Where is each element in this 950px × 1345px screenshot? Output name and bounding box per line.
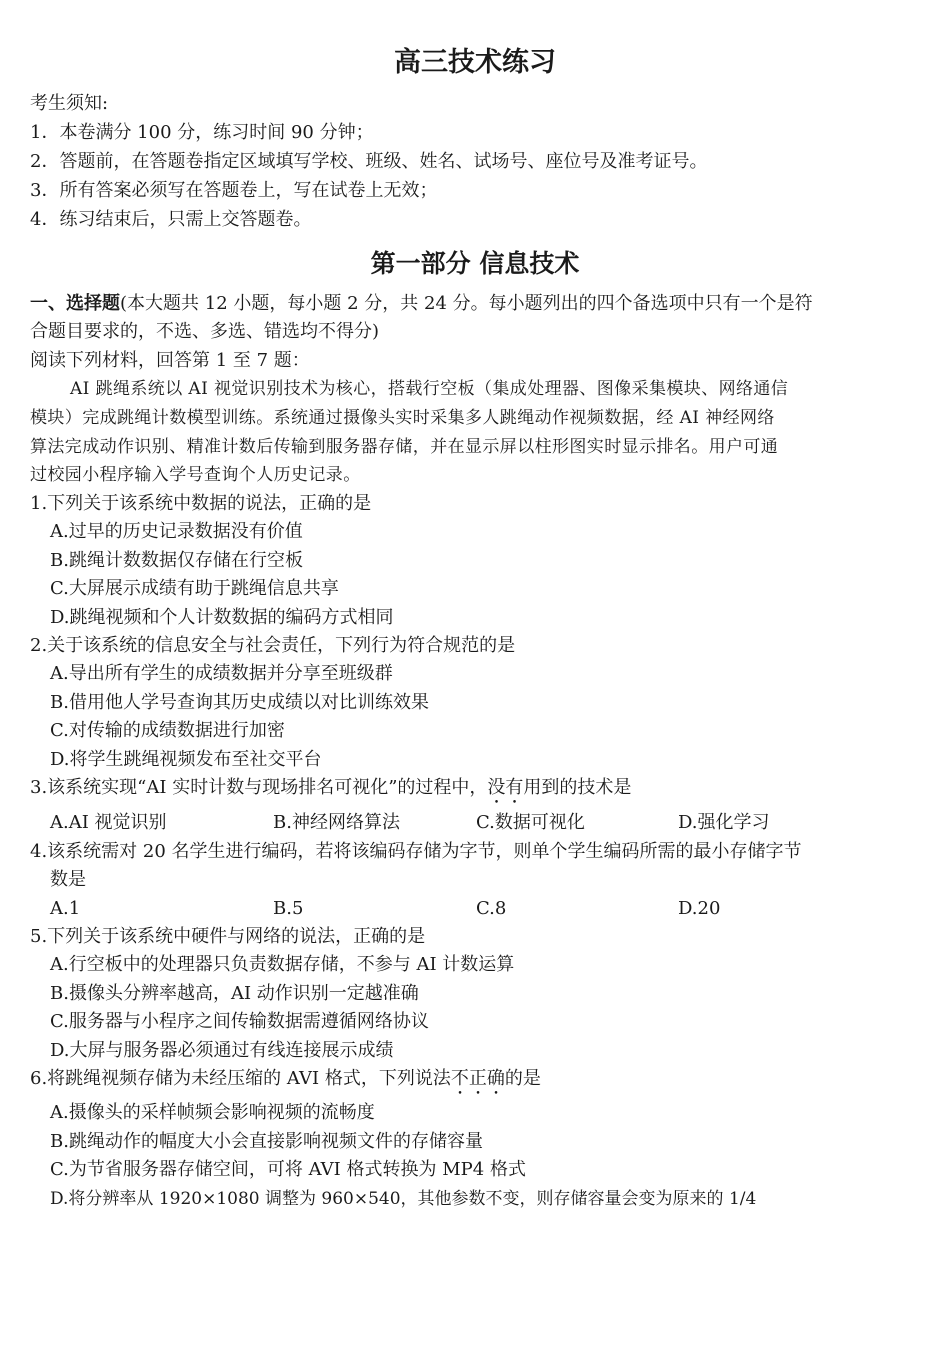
part-heading <box>30 292 813 316</box>
passage-line: 算法完成动作识别、精准计数后传输到服务器存储，并在显示屏以柱形图实时显示排名。用户可通 <box>30 437 779 457</box>
question-stem: 5.下列关于该系统中硬件与网络的说法，正确的是 <box>30 926 426 947</box>
passage-line: 过校园小程序输入学号查询个人历史记录。 <box>30 465 361 485</box>
question-option: A.摄像头的采样帧频会影响视频的流畅度 <box>50 1102 375 1123</box>
question-option: B.跳绳动作的幅度大小会直接影响视频文件的存储容量 <box>50 1131 483 1152</box>
notice-item: 1．本卷满分 100 分，练习时间 90 分钟； <box>30 122 374 143</box>
question-option: C.大屏展示成绩有助于跳绳信息共享 <box>50 578 339 599</box>
question-option: A.1 <box>50 898 81 919</box>
question-option: B.借用他人学号查询其历史成绩以对比训练效果 <box>50 692 429 713</box>
question-option: B.5 <box>273 898 304 919</box>
question-stem: 4.该系统需对 20 名学生进行编码，若将该编码存储为字节，则单个学生编码所需的最小存储字节 <box>30 841 802 862</box>
question-option: B.摄像头分辨率越高，AI 动作识别一定越准确 <box>50 983 419 1004</box>
section-title: 第一部分 信息技术 <box>370 249 580 278</box>
part-heading-bold: 一、选择题 <box>30 293 120 314</box>
question-stem-line2: 数是 <box>50 869 86 890</box>
notice-item: 2．答题前，在答题卷指定区域填写学校、班级、姓名、试场号、座位号及准考证号。 <box>30 151 708 172</box>
passage-line: 模块）完成跳绳计数模型训练。系统通过摄像头实时采集多人跳绳动作视频数据，经 AI 神经网络 <box>30 408 775 428</box>
question-stem <box>30 1067 541 1099</box>
question-option: A.过早的历史记录数据没有价值 <box>50 521 303 542</box>
question-option: A.行空板中的处理器只负责数据存储，不参与 AI 计数运算 <box>50 954 515 975</box>
question-option: D.将学生跳绳视频发布至社交平台 <box>50 749 322 770</box>
question-stem-text: 6.将跳绳视频存储为未经压缩的 AVI 格式，下列说法 <box>30 1068 451 1089</box>
part-heading-rest: (本大题共 12 小题，每小题 2 分，共 24 分。每小题列出的四个备选项中只有一个是符 <box>120 293 813 314</box>
passage-line: AI 跳绳系统以 AI 视觉识别技术为核心，搭载行空板（集成处理器、图像采集模块、网络通信 <box>70 379 789 399</box>
question-option: D.20 <box>678 898 721 919</box>
question-stem-text: 3.该系统实现“AI 实时计数与现场排名可视化”的过程中， <box>30 777 488 798</box>
page-title: 高三技术练习 <box>394 47 556 78</box>
part-heading-line2: 合题目要求的，不选、多选、错选均不得分) <box>30 321 380 342</box>
question-stem: 1.下列关于该系统中数据的说法，正确的是 <box>30 493 372 514</box>
question-option: D.大屏与服务器必须通过有线连接展示成绩 <box>50 1040 394 1061</box>
notice-item: 3．所有答案必须写在答题卷上，写在试卷上无效； <box>30 180 438 201</box>
notice-item: 4．练习结束后，只需上交答题卷。 <box>30 209 312 230</box>
question-stem-text: 用到的技术是 <box>523 777 632 798</box>
question-option: B.跳绳计数数据仅存储在行空板 <box>50 550 303 571</box>
emphasis-text: 没有 <box>487 777 524 798</box>
emphasis-text: 不正确 <box>450 1068 505 1089</box>
question-stem-text: 的是 <box>504 1068 541 1089</box>
question-option: A.导出所有学生的成绩数据并分享至班级群 <box>50 663 393 684</box>
question-option: D.将分辨率从 1920×1080 调整为 960×540，其他参数不变，则存储容量会变为原来的 1/4 <box>50 1189 757 1209</box>
question-stem <box>30 776 631 808</box>
question-option: D.跳绳视频和个人计数数据的编码方式相同 <box>50 607 394 628</box>
question-option: C.对传输的成绩数据进行加密 <box>50 720 285 741</box>
read-instruction: 阅读下列材料，回答第 1 至 7 题： <box>30 350 310 371</box>
question-option: D.强化学习 <box>678 812 770 833</box>
question-stem: 2.关于该系统的信息安全与社会责任，下列行为符合规范的是 <box>30 635 516 656</box>
question-option: C.服务器与小程序之间传输数据需遵循网络协议 <box>50 1011 429 1032</box>
question-option: C.8 <box>476 898 507 919</box>
notice-heading: 考生须知: <box>30 93 109 114</box>
question-option: B.神经网络算法 <box>273 812 400 833</box>
question-option: C.数据可视化 <box>476 812 585 833</box>
question-option: A.AI 视觉识别 <box>50 812 167 833</box>
question-option: C.为节省服务器存储空间，可将 AVI 格式转换为 MP4 格式 <box>50 1159 526 1180</box>
